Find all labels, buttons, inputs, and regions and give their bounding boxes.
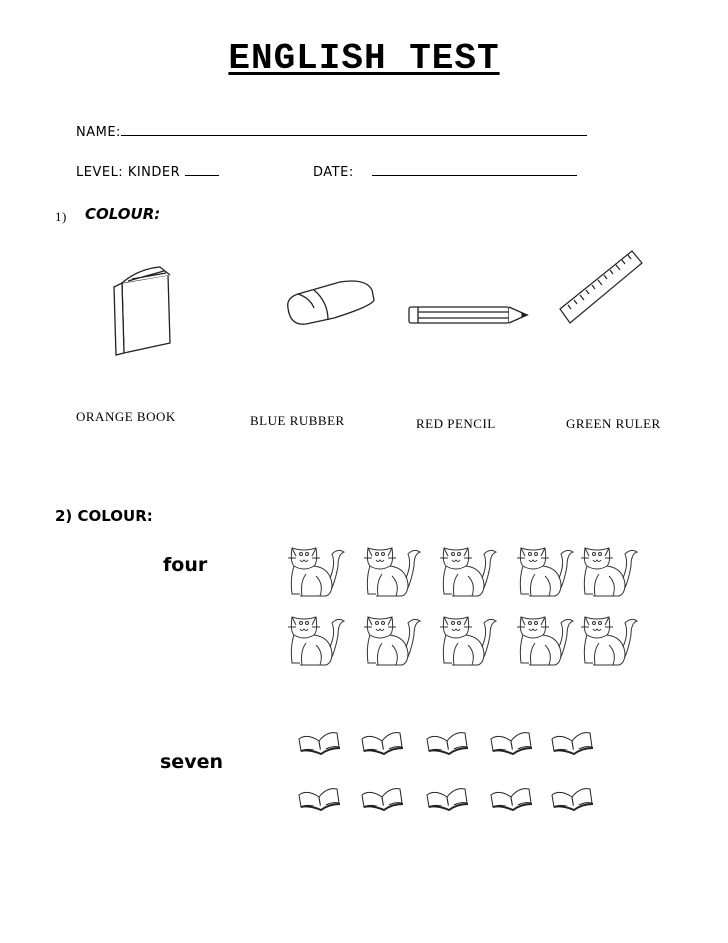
open-book-icon <box>550 784 594 812</box>
open-book-icon <box>489 784 533 812</box>
cat-icon <box>437 544 499 600</box>
count-word-seven: seven <box>160 751 223 773</box>
item-label-orange-book: ORANGE BOOK <box>76 409 176 424</box>
level-label: LEVEL: KINDER <box>76 165 181 180</box>
name-blank[interactable] <box>121 135 587 136</box>
question-1-instruction: COLOUR: <box>85 205 161 223</box>
open-book-icon <box>489 728 533 756</box>
name-field[interactable] <box>76 125 587 140</box>
count-word-four: four <box>163 554 208 576</box>
question-2-instruction: 2) COLOUR: <box>55 507 153 525</box>
cat-icon <box>578 613 640 669</box>
open-book-icon <box>297 728 341 756</box>
question-1-number: 1) <box>55 209 67 224</box>
level-blank[interactable] <box>185 175 219 176</box>
cat-icon <box>514 613 576 669</box>
cat-icon <box>578 544 640 600</box>
open-book-icon <box>360 728 404 756</box>
open-book-icon <box>550 728 594 756</box>
cat-icon <box>285 544 347 600</box>
name-label: NAME: <box>76 125 121 140</box>
level-field[interactable] <box>76 165 219 180</box>
date-label: DATE: <box>313 165 354 180</box>
book-icon <box>108 265 178 357</box>
ruler-icon <box>556 247 646 327</box>
pencil-icon <box>406 303 530 327</box>
cat-icon <box>361 613 423 669</box>
cat-icon <box>437 613 499 669</box>
eraser-icon <box>284 278 376 328</box>
page-title: ENGLISH TEST <box>228 38 500 79</box>
cat-icon <box>285 613 347 669</box>
cat-icon <box>514 544 576 600</box>
open-book-icon <box>360 784 404 812</box>
item-label-green-ruler: GREEN RULER <box>566 416 661 431</box>
open-book-icon <box>425 728 469 756</box>
cat-icon <box>361 544 423 600</box>
open-book-icon <box>425 784 469 812</box>
open-book-icon <box>297 784 341 812</box>
item-label-blue-rubber: BLUE RUBBER <box>250 413 345 428</box>
item-label-red-pencil: RED PENCIL <box>416 416 496 431</box>
date-field[interactable] <box>313 165 577 180</box>
date-blank[interactable] <box>372 175 577 176</box>
